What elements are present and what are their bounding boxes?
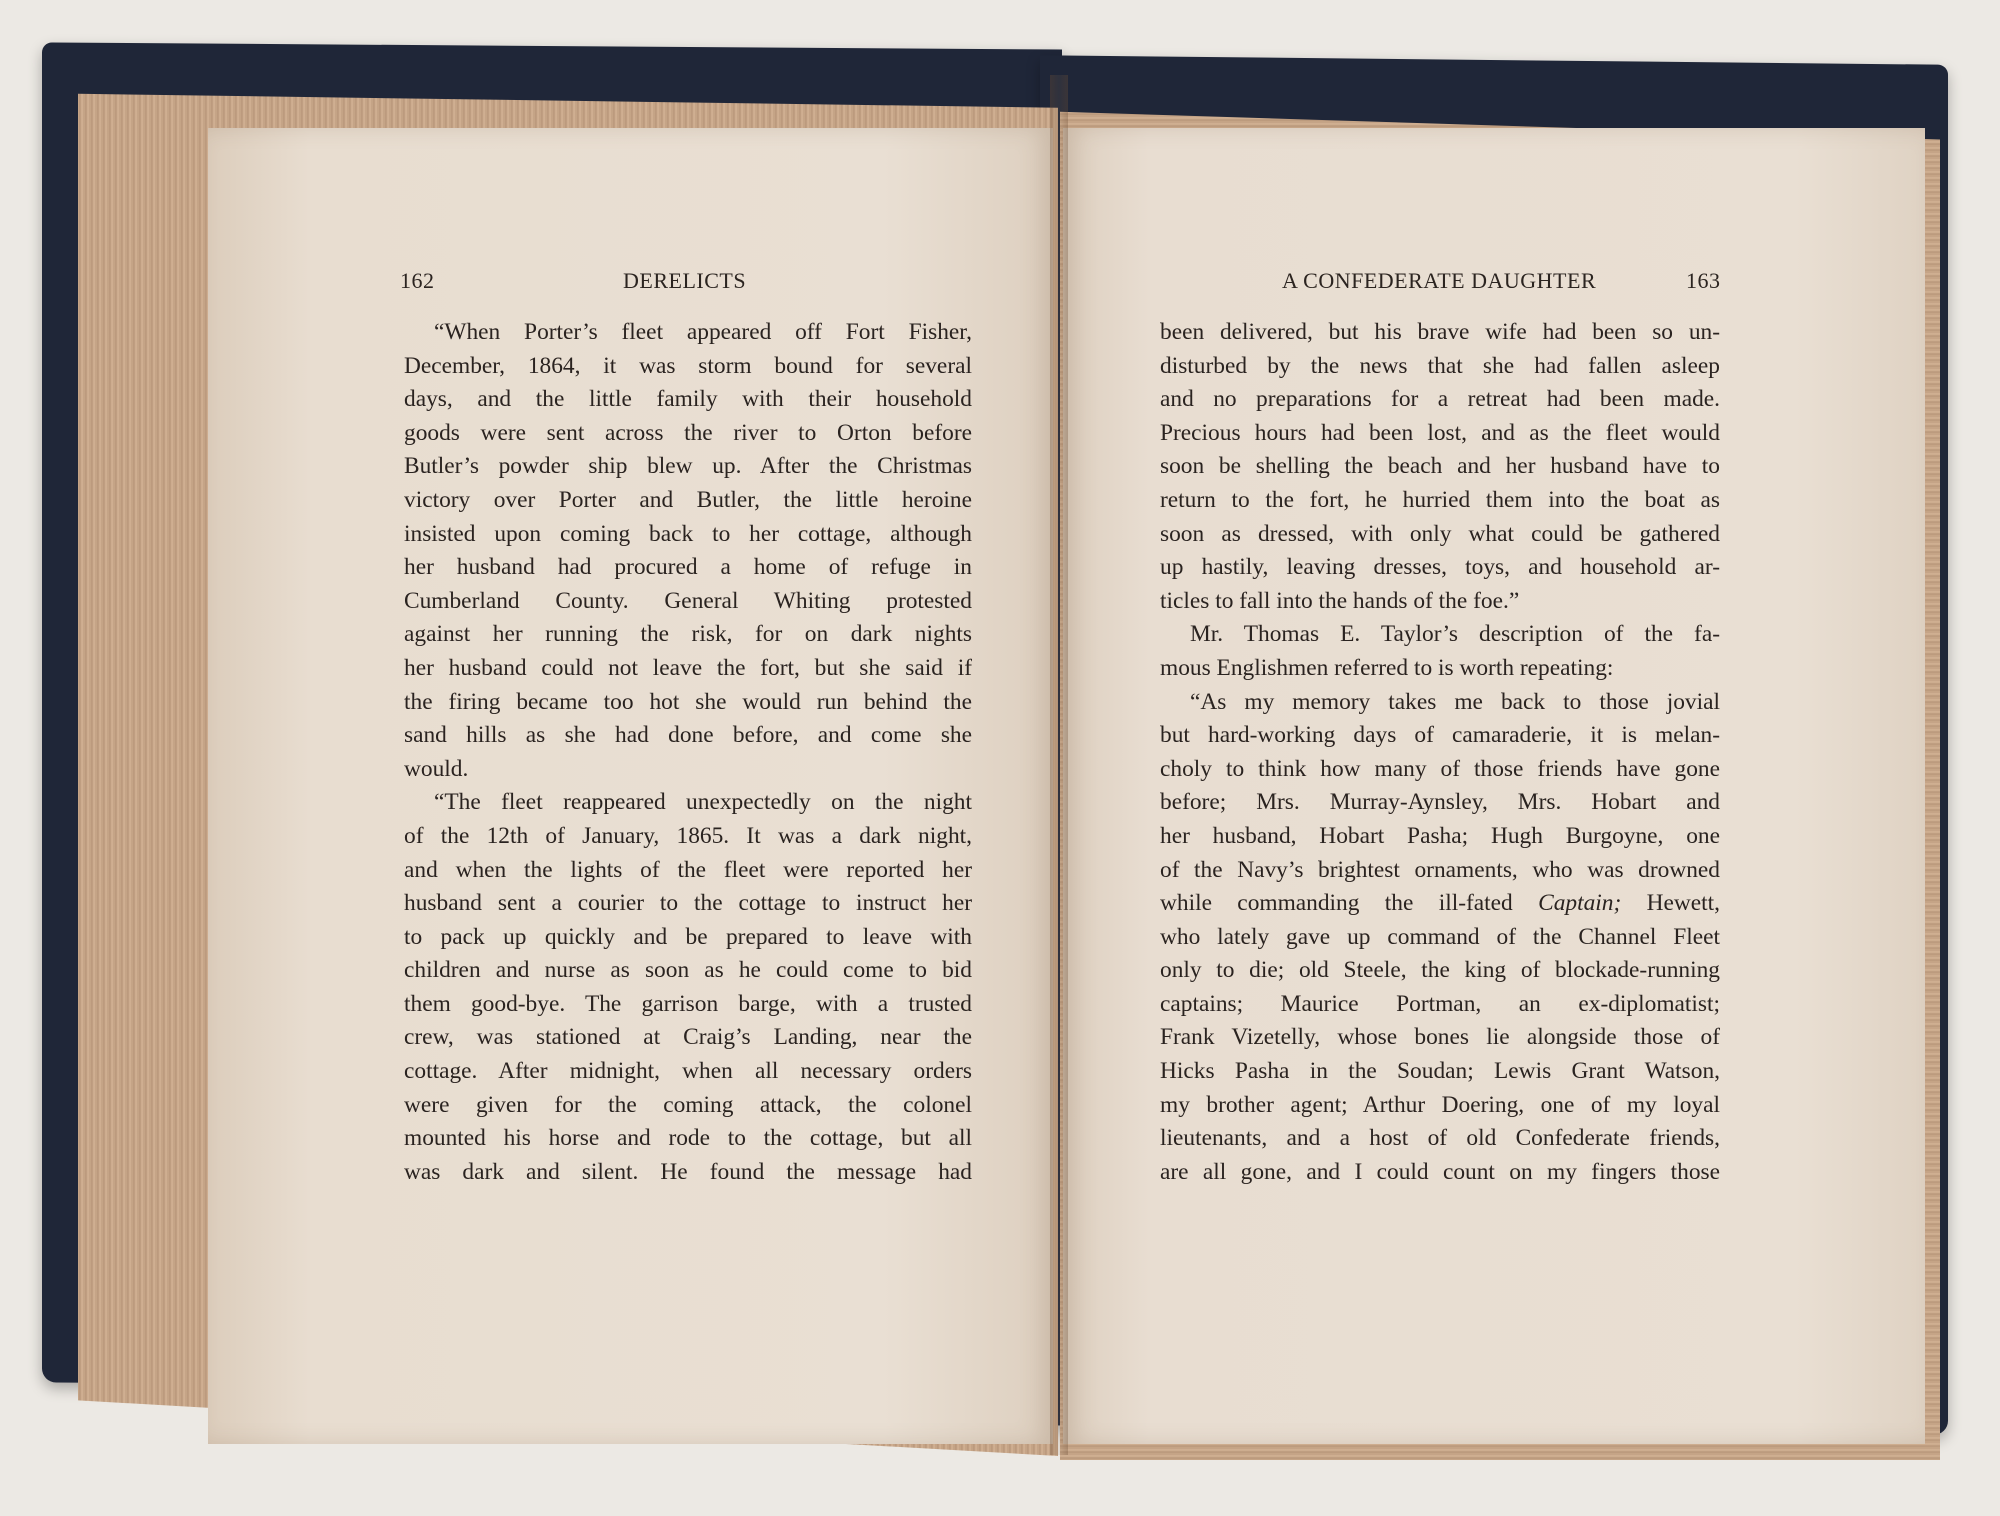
- text-line: of the Navy’s brightest ornaments, who was drowned: [1160, 856, 1720, 883]
- text-line: Hicks Pasha in the Soudan; Lewis Grant Watson,: [1160, 1058, 1720, 1085]
- text-line: “The fleet reappeared unexpectedly on the night: [434, 789, 972, 816]
- text-line: soon be shelling the beach and her husband have to: [1160, 453, 1720, 480]
- text-line: Precious hours had been lost, and as the fleet would: [1160, 419, 1720, 446]
- text-line: lieutenants, and a host of old Confederate friends,: [1160, 1125, 1720, 1152]
- left-running-head: DERELICTS: [623, 268, 747, 293]
- book-gutter: [1050, 75, 1068, 1455]
- paragraph: [404, 786, 972, 1189]
- text-line: return to the fort, he hurried them into the boat as: [1160, 486, 1720, 513]
- text-line: Butler’s powder ship blew up. After the Christmas: [404, 453, 972, 480]
- text-line: up hastily, leaving dresses, toys, and household ar-: [1160, 554, 1720, 581]
- text-line: her husband could not leave the fort, but she said if: [404, 654, 972, 681]
- text-line: before; Mrs. Murray-Aynsley, Mrs. Hobart and: [1160, 789, 1720, 816]
- text-line: my brother agent; Arthur Doering, one of my loyal: [1160, 1091, 1720, 1118]
- text-line: her husband, Hobart Pasha; Hugh Burgoyne, one: [1160, 822, 1720, 849]
- text-line: against her running the risk, for on dark nights: [404, 621, 972, 648]
- text-line: “As my memory takes me back to those jovial: [1190, 688, 1720, 715]
- text-line: soon as dressed, with only what could be gathered: [1160, 520, 1720, 547]
- text-line: her husband had procured a home of refuge in: [404, 554, 972, 581]
- left-page-text: [404, 316, 972, 1189]
- text-line: disturbed by the news that she had fallen asleep: [1160, 352, 1720, 379]
- text-line: Frank Vizetelly, whose bones lie alongside those of: [1160, 1024, 1720, 1051]
- left-page-number: 162: [400, 268, 435, 293]
- text-line: choly to think how many of those friends have gone: [1160, 755, 1720, 782]
- text-line: been delivered, but his brave wife had been so un-: [1160, 319, 1720, 345]
- text-line: of the 12th of January, 1865. It was a dark night,: [404, 822, 972, 849]
- text-line: Cumberland County. General Whiting protested: [404, 587, 972, 614]
- text-line: crew, was stationed at Craig’s Landing, near the: [404, 1024, 972, 1051]
- text-line: December, 1864, it was storm bound for several: [404, 352, 972, 379]
- text-line: was dark and silent. He found the message had: [404, 1158, 972, 1185]
- text-line: are all gone, and I could count on my fingers those: [1160, 1158, 1720, 1185]
- text-line: “When Porter’s fleet appeared off Fort Fisher,: [434, 319, 972, 345]
- text-line: while commanding the ill-fated Captain; Hewett,: [1160, 890, 1720, 917]
- text-line: days, and the little family with their household: [404, 386, 972, 413]
- text-line: sand hills as she had done before, and come she: [404, 722, 972, 749]
- text-line: mous Englishmen referred to is worth repeating:: [1160, 654, 1614, 681]
- right-page-text: [1160, 316, 1720, 1189]
- text-line: to pack up quickly and be prepared to leave with: [404, 923, 972, 950]
- text-line: who lately gave up command of the Channel Fleet: [1160, 923, 1720, 950]
- text-line: captains; Maurice Portman, an ex-diplomatist;: [1160, 990, 1720, 1017]
- text-line: were given for the coming attack, the colonel: [404, 1091, 972, 1118]
- text-line: goods were sent across the river to Orton before: [404, 419, 972, 446]
- text-line: them good-bye. The garrison barge, with a trusted: [404, 990, 972, 1017]
- text-line: insisted upon coming back to her cottage, although: [404, 520, 972, 547]
- right-page-number: 163: [1686, 268, 1721, 293]
- text-line: husband sent a courier to the cottage to instruct her: [404, 890, 972, 917]
- text-line: mounted his horse and rode to the cottage, but all: [404, 1125, 972, 1152]
- text-line: ticles to fall into the hands of the foe.”: [1160, 587, 1520, 614]
- paragraph: [404, 316, 972, 786]
- text-line: but hard-working days of camaraderie, it is melan-: [1160, 722, 1720, 749]
- paragraph: [1160, 618, 1720, 685]
- right-running-head: A CONFEDERATE DAUGHTER: [1282, 268, 1597, 293]
- text-line: children and nurse as soon as he could come to bid: [404, 957, 972, 984]
- text-line: Mr. Thomas E. Taylor’s description of the fa-: [1190, 621, 1720, 648]
- text-line: the firing became too hot she would run behind the: [404, 688, 972, 715]
- text-line: and when the lights of the fleet were reported her: [404, 856, 972, 883]
- text-line: victory over Porter and Butler, the little heroine: [404, 486, 972, 513]
- text-line: and no preparations for a retreat had been made.: [1160, 386, 1720, 413]
- text-line: would.: [404, 755, 469, 782]
- text-line: cottage. After midnight, when all necessary orders: [404, 1058, 972, 1085]
- text-line: only to die; old Steele, the king of blockade-running: [1160, 957, 1720, 984]
- paragraph: [1160, 686, 1720, 1190]
- paragraph: [1160, 316, 1720, 618]
